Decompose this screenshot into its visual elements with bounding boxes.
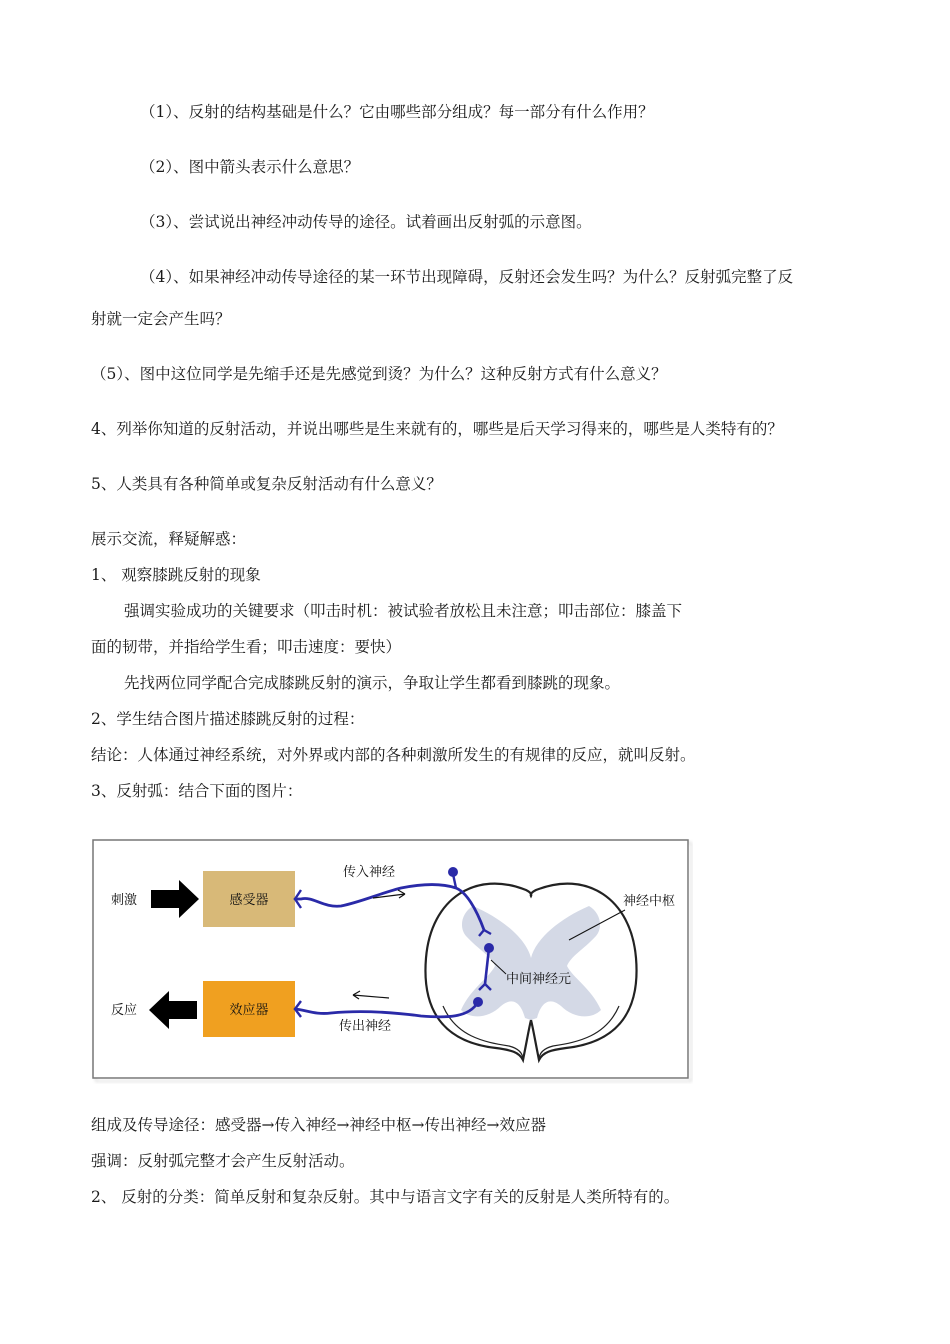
text-line-observe: 1、 观察膝跳反射的现象	[91, 566, 261, 584]
text-line-describe: 2、学生结合图片描述膝跳反射的过程：	[91, 710, 365, 728]
stimulus-label: 刺激	[111, 893, 138, 908]
text-line-emphasis: 强调实验成功的关键要求（叩击时机：被试验者放松且未注意；叩击部位：膝盖下	[124, 602, 683, 620]
afferent-cell-body	[448, 867, 458, 877]
interneuron-label: 中间神经元	[506, 972, 572, 987]
text-line-pathway: 组成及传导途径：感受器→传入神经→神经中枢→传出神经→效应器	[91, 1116, 546, 1134]
center-label: 神经中枢	[623, 894, 676, 909]
text-line-demo: 先找两位同学配合完成膝跳反射的演示，争取让学生都看到膝跳的现象。	[124, 674, 621, 692]
text-line-q4: （4）、如果神经冲动传导途径的某一环节出现障碍，反射还会发生吗？为什么？反射弧完整了反	[140, 268, 794, 286]
text-line-q2: （2）、图中箭头表示什么意思？	[140, 158, 360, 176]
text-line-item4: 4、列举你知道的反射活动，并说出哪些是生来就有的，哪些是后天学习得来的，哪些是人类特有的？	[91, 420, 783, 438]
text-line-q4-cont: 射就一定会产生吗？	[91, 310, 231, 328]
afferent-label: 传入神经	[343, 865, 396, 880]
receptor-label: 感受器	[229, 893, 269, 908]
response-label: 反应	[111, 1003, 138, 1018]
text-line-emphasis-cont: 面的韧带，并指给学生看；叩击速度：要快）	[91, 638, 402, 656]
efferent-label: 传出神经	[339, 1019, 392, 1034]
effector-label: 效应器	[229, 1003, 269, 1018]
text-line-classification: 2、 反射的分类：简单反射和复杂反射。其中与语言文字有关的反射是人类所特有的。	[91, 1188, 680, 1206]
reflex-arc-diagram	[91, 838, 693, 1084]
text-line-conclusion: 结论：人体通过神经系统，对外界或内部的各种刺激所发生的有规律的反应，就叫反射。	[91, 746, 696, 764]
section-heading: 展示交流，释疑解惑：	[91, 530, 247, 548]
text-line-q1: （1）、反射的结构基础是什么？它由哪些部分组成？每一部分有什么作用？	[140, 103, 654, 121]
text-line-q5: （5）、图中这位同学是先缩手还是先感觉到烫？为什么？这种反射方式有什么意义？	[91, 365, 667, 383]
text-line-q3: （3）、尝试说出神经冲动传导的途径。试着画出反射弧的示意图。	[140, 213, 592, 231]
text-line-item5: 5、人类具有各种简单或复杂反射活动有什么意义？	[91, 475, 442, 493]
text-line-complete: 强调：反射弧完整才会产生反射活动。	[91, 1152, 355, 1170]
text-line-reflex-arc: 3、反射弧：结合下面的图片：	[91, 782, 303, 800]
